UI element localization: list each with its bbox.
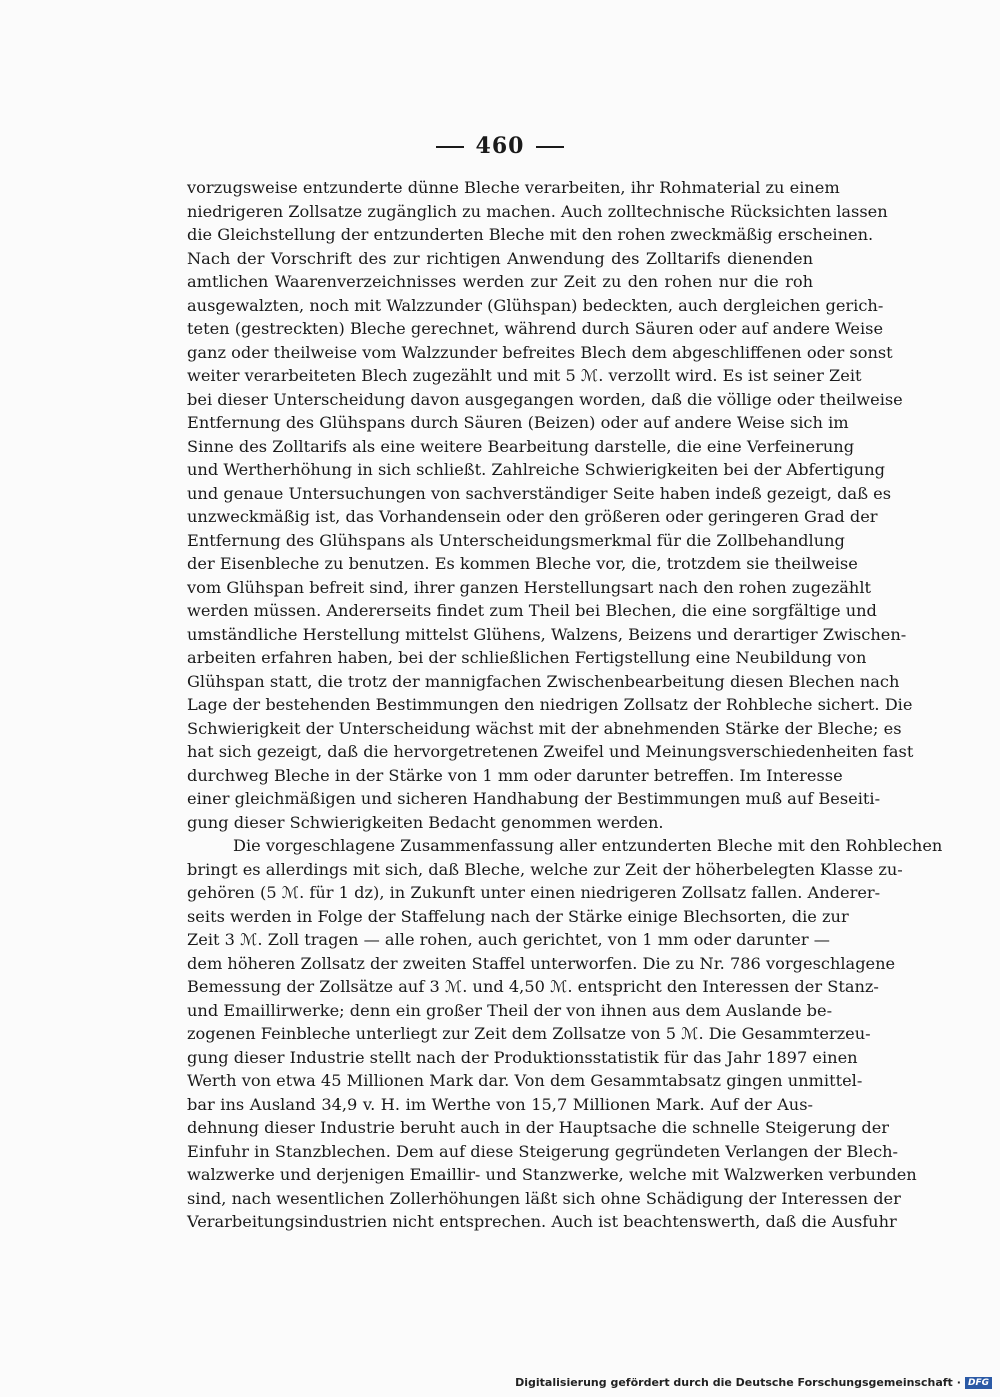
text-line: gung dieser Industrie stellt nach der Produktionsstatistik für das Jahr 1897 einen <box>187 1047 858 1067</box>
text-line: dem höheren Zollsatz der zweiten Staffel unterworfen. Die zu Nr. 786 vorgeschlagene <box>187 953 896 973</box>
text-line: teten (gestreckten) Bleche gerechnet, während durch Säuren oder auf andere Weise <box>187 319 884 338</box>
text-line: Die vorgeschlagene Zusammenfassung aller entzunderten Bleche mit den Rohblechen <box>233 836 943 855</box>
page-number-header <box>0 133 1000 159</box>
text-line: Sinne des Zolltarifs als eine weitere Bearbeitung darstelle, die eine Verfeinerung <box>187 436 855 456</box>
text-line: Werth von etwa 45 Millionen Mark dar. Von dem Gesammtabsatz gingen unmittel- <box>187 1071 863 1090</box>
text-line: gehören (5 ℳ. für 1 dz), in Zukunft unter einen niedrigeren Zollsatz fallen. Anderer- <box>187 883 881 902</box>
text-line: Zeit 3 ℳ. Zoll tragen — alle rohen, auch gerichtet, von 1 mm oder darunter — <box>187 930 830 949</box>
paragraph <box>187 176 914 834</box>
text-line: und genaue Untersuchungen von sachverständiger Seite haben indeß gezeigt, daß es <box>187 483 892 503</box>
text-line: Verarbeitungsindustrien nicht entsprechen. Auch ist beachtenswerth, daß die Ausfuhr <box>187 1212 897 1231</box>
text-line: zogenen Feinbleche unterliegt zur Zeit dem Zollsatze von 5 ℳ. Die Gesammterzeu- <box>187 1024 871 1043</box>
text-line: und Emaillirwerke; denn ein großer Theil der von ihnen aus dem Auslande be- <box>187 1000 833 1020</box>
text-line: Glühspan statt, die trotz der mannigfachen Zwischenbearbeitung diesen Blechen nach <box>187 671 900 691</box>
text-line: niedrigeren Zollsatze zugänglich zu machen. Auch zolltechnische Rücksichten lassen <box>187 201 888 221</box>
text-line: vorzugsweise entzunderte dünne Bleche verarbeiten, ihr Rohmaterial zu einem <box>187 178 840 197</box>
text-line: Entfernung des Glühspans durch Säuren (Beizen) oder auf andere Weise sich im <box>187 413 849 432</box>
text-line: gung dieser Schwierigkeiten Bedacht genommen werden. <box>187 812 664 832</box>
text-line: durchweg Bleche in der Stärke von 1 mm oder darunter betreffen. Im Interesse <box>187 765 843 785</box>
text-line: die Gleichstellung der entzunderten Bleche mit den rohen zweckmäßig erscheinen. <box>187 225 874 244</box>
text-line: hat sich gezeigt, daß die hervorgetretenen Zweifel und Meinungsverschiedenheiten fast <box>187 742 914 761</box>
text-line: dehnung dieser Industrie beruht auch in der Hauptsache die schnelle Steigerung der <box>187 1118 890 1137</box>
text-line: Schwierigkeit der Unterscheidung wächst mit der abnehmenden Stärke der Bleche; es <box>187 718 902 738</box>
text-line: weiter verarbeiteten Blech zugezählt und mit 5 ℳ. verzollt wird. Es ist seiner Zeit <box>187 366 862 385</box>
text-line: arbeiten erfahren haben, bei der schließlichen Fertigstellung eine Neubildung von <box>187 648 867 667</box>
text-line: Nach der Vorschrift des zur richtigen Anwendung des Zolltarifs dienenden <box>187 248 813 268</box>
text-line: Einfuhr in Stanzblechen. Dem auf diese Steigerung gegründeten Verlangen der Blech- <box>187 1141 899 1161</box>
dfg-logo: DFG <box>965 1377 992 1389</box>
text-line: seits werden in Folge der Staffelung nach der Stärke einige Blechsorten, die zur <box>187 906 849 926</box>
text-line: vom Glühspan befreit sind, ihrer ganzen Herstellungsart nach den rohen zugezählt <box>187 577 872 597</box>
header-dash-left <box>436 146 464 148</box>
text-line: Lage der bestehenden Bestimmungen den niedrigen Zollsatz der Rohbleche sichert. Die <box>187 695 913 714</box>
text-line: bringt es allerdings mit sich, daß Bleche, welche zur Zeit der höherbelegten Klasse zu- <box>187 859 903 879</box>
text-line: sind, nach wesentlichen Zollerhöhungen läßt sich ohne Schädigung der Interessen der <box>187 1188 901 1208</box>
text-line: unzweckmäßig ist, das Vorhandensein oder den größeren oder geringeren Grad der <box>187 507 878 526</box>
text-line: Bemessung der Zollsätze auf 3 ℳ. und 4,50 ℳ. entspricht den Interessen der Stanz- <box>187 977 879 996</box>
text-line: werden müssen. Andererseits findet zum Theil bei Blechen, die eine sorgfältige und <box>187 601 877 620</box>
text-line: Entfernung des Glühspans als Unterscheidungsmerkmal für die Zollbehandlung <box>187 530 845 550</box>
footer-credit: Digitalisierung gefördert durch die Deutsche Forschungsgemeinschaft · DFG <box>515 1376 992 1389</box>
text-line: bei dieser Unterscheidung davon ausgegangen worden, daß die völlige oder theilweise <box>187 389 903 409</box>
text-line: umständliche Herstellung mittelst Glühens, Walzens, Beizens und derartiger Zwischen- <box>187 624 907 644</box>
text-line: der Eisenbleche zu benutzen. Es kommen Bleche vor, die, trotzdem sie theilweise <box>187 554 858 573</box>
text-line: walzwerke und derjenigen Emaillir- und Stanzwerke, welche mit Walzwerken verbunden <box>187 1165 917 1184</box>
paragraph <box>187 834 943 1234</box>
page-number: 460 <box>475 133 525 159</box>
text-line: und Wertherhöhung in sich schließt. Zahlreiche Schwierigkeiten bei der Abfertigung <box>187 460 886 479</box>
text-line: ausgewalzten, noch mit Walzzunder (Glühspan) bedeckten, auch dergleichen gerich- <box>187 295 884 315</box>
text-line: einer gleichmäßigen und sicheren Handhabung der Bestimmungen muß auf Beseiti- <box>187 789 881 808</box>
text-line: bar ins Ausland 34,9 v. H. im Werthe von 15,7 Millionen Mark. Auf der Aus- <box>187 1094 813 1114</box>
header-dash-right <box>536 146 564 148</box>
text-line: ganz oder theilweise vom Walzzunder befreites Blech dem abgeschliffenen oder sonst <box>187 342 893 362</box>
text-body <box>187 176 943 1234</box>
footer-text: Digitalisierung gefördert durch die Deutsche Forschungsgemeinschaft <box>515 1376 953 1389</box>
text-line: amtlichen Waarenverzeichnisses werden zur Zeit zu den rohen nur die roh <box>187 272 813 291</box>
